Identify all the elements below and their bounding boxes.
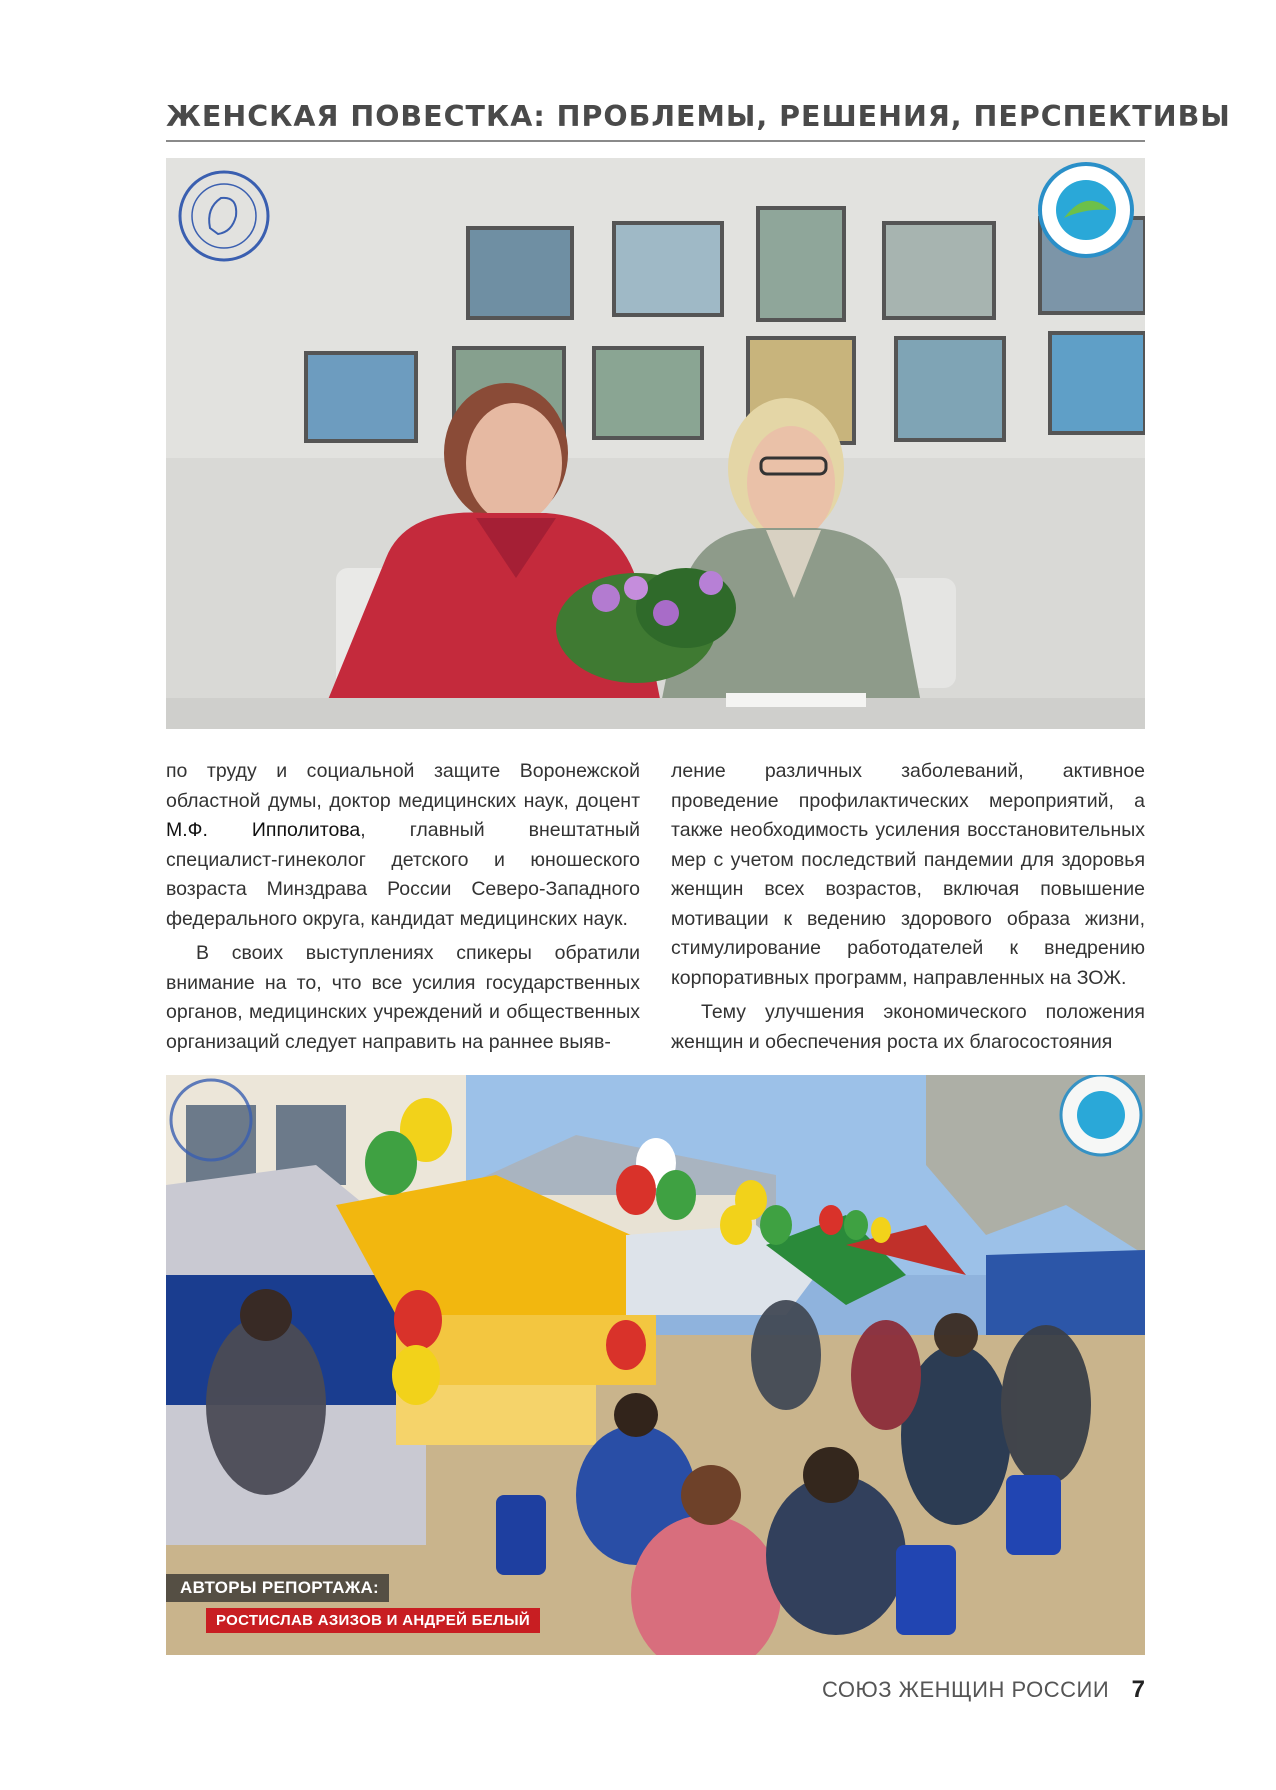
section-title: ЖЕНСКАЯ ПОВЕСТКА: ПРОБЛЕМЫ, РЕШЕНИЯ, ПЕРСПЕКТИВЫ [166,100,1231,133]
page-number: 7 [1131,1676,1145,1703]
credits-heading: АВТОРЫ РЕПОРТАЖА: [166,1574,389,1602]
photo-fair [166,1075,1145,1655]
paragraph: ление различных заболеваний, активное проведение профилактических мероприятий, а также необходимость усиления восстановительных мер с учетом последствий пандемии для здоровья женщин всех возрастов, включая повышение мотивации к ведению здорового образа жизни, стимулирование работодателей к внедрению корпоративных программ, направленных на ЗОЖ. [671,760,1145,989]
paragraph: В своих выступлениях спикеры обратили внимание на то, что все усилия государственных органов, медицинских учреждений и общественных организаций следует направить на раннее выяв- [166,942,640,1053]
page-header [166,98,1231,142]
magazine-name: СОЮЗ ЖЕНЩИН РОССИИ [822,1677,1110,1702]
report-credits [166,1574,540,1633]
credits-names: РОСТИСЛАВ АЗИЗОВ И АНДРЕЙ БЕЛЫЙ [206,1608,540,1633]
page-footer [166,1676,1145,1704]
header-divider [166,140,1145,142]
paragraph [166,757,640,934]
column-right [671,757,1145,1062]
article-columns [166,757,1145,1057]
text-span: по труду и социальной защите Воронежской областной думы, доктор медицинских наук, доцент [166,760,640,812]
eurasian-womens-forum-logo-icon [1061,1075,1141,1155]
eurasian-womens-forum-logo-icon [1040,164,1132,256]
text-span: , главный внештатный специалист-гинеколог детского и юношеского возраста Минздрава России Северо-Западного федерального округа, кандидат медицинских наук. [166,819,640,930]
person-name: М.Ф. Ипполитова [166,819,361,841]
photo-conference [166,158,1145,729]
paragraph: Тему улучшения экономического положения женщин и обеспечения роста их благосостояния [671,1001,1145,1053]
column-left [166,757,640,1062]
